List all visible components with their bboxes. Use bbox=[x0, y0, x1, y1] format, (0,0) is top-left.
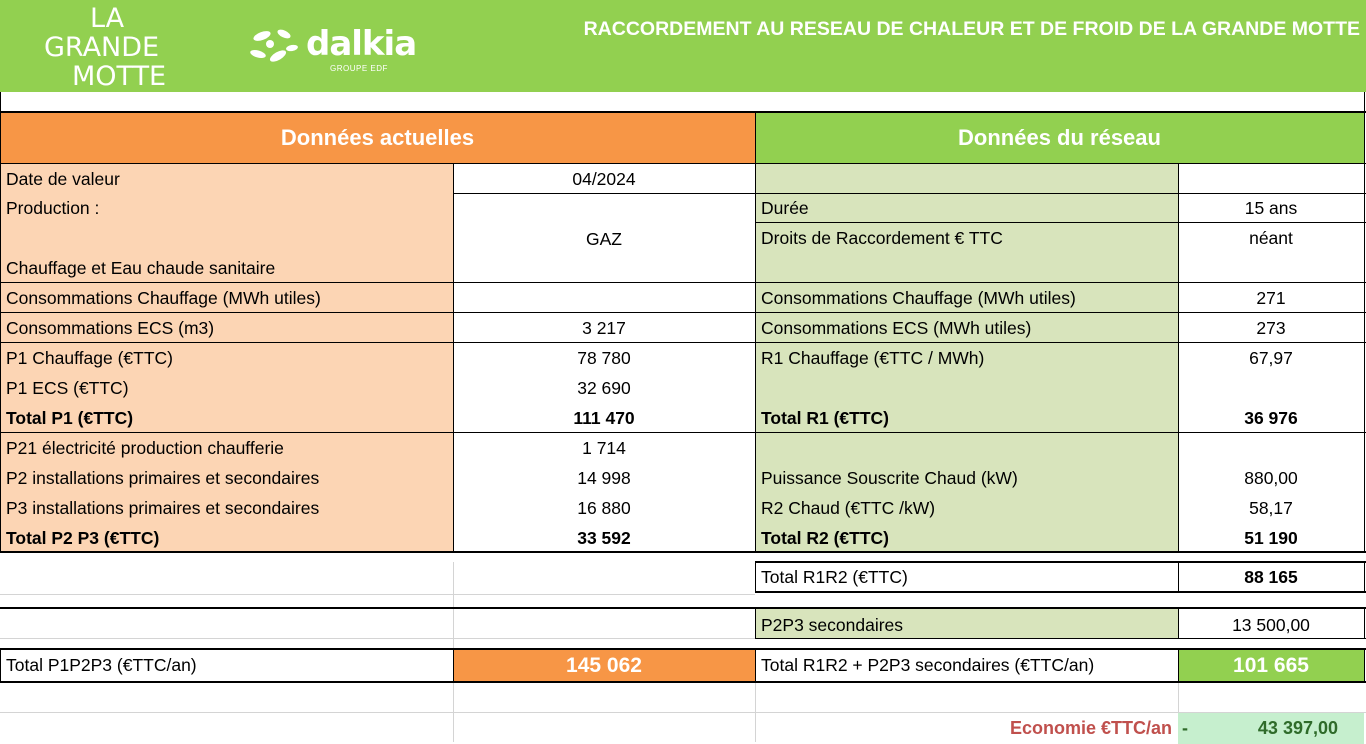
total-r2-label: Total R2 (€TTC) bbox=[761, 528, 890, 548]
p1-ecs-label: P1 ECS (€TTC) bbox=[6, 378, 129, 398]
border bbox=[1178, 608, 1179, 638]
border bbox=[755, 649, 756, 682]
border bbox=[0, 342, 1366, 343]
border bbox=[0, 282, 1366, 283]
economie-label: Economie €TTC/an bbox=[1009, 718, 1172, 738]
border bbox=[755, 193, 1366, 194]
right-section-title: Données du réseau bbox=[755, 113, 1364, 163]
border bbox=[0, 681, 1366, 683]
date-value: 04/2024 bbox=[572, 169, 636, 189]
p2-label: P2 installations primaires et secondaires bbox=[6, 468, 320, 488]
total-p2p3-value: 33 592 bbox=[577, 528, 631, 548]
p2p3-secondaires-label: P2P3 secondaires bbox=[761, 615, 904, 635]
dalkia-logo-subtitle: GROUPE EDF bbox=[330, 64, 388, 73]
dalkia-logo-word: dalkia bbox=[306, 24, 417, 64]
gridline bbox=[1178, 682, 1179, 712]
border bbox=[0, 648, 1366, 650]
gridline bbox=[0, 594, 755, 595]
border bbox=[0, 111, 1366, 113]
production-label: Production : bbox=[6, 198, 100, 218]
border bbox=[755, 591, 1366, 593]
total-p1p2p3-label: Total P1P2P3 (€TTC/an) bbox=[6, 655, 197, 675]
total-r2-value: 51 190 bbox=[1244, 528, 1298, 548]
p1-ecs-value: 32 690 bbox=[577, 378, 631, 398]
border bbox=[755, 561, 756, 593]
total-p1-value: 111 470 bbox=[573, 408, 635, 428]
droits-label: Droits de Raccordement € TTC bbox=[761, 228, 1003, 248]
duree-value: 15 ans bbox=[1244, 198, 1298, 218]
dalkia-swirl-icon bbox=[248, 26, 304, 70]
border bbox=[0, 607, 1366, 609]
reseau-conso-chauffage-value: 271 bbox=[1256, 288, 1286, 308]
border bbox=[1178, 649, 1179, 682]
puissance-label: Puissance Souscrite Chaud (kW) bbox=[761, 468, 1018, 488]
conso-ecs-label: Consommations ECS (m3) bbox=[6, 318, 215, 338]
duree-label: Durée bbox=[761, 198, 809, 218]
conso-chauffage-label: Consommations Chauffage (MWh utiles) bbox=[6, 288, 321, 308]
border bbox=[1364, 92, 1365, 112]
border bbox=[1364, 608, 1365, 638]
gridline bbox=[755, 682, 756, 742]
reseau-conso-chauffage-label: Consommations Chauffage (MWh utiles) bbox=[761, 288, 1076, 308]
economie-dash: - bbox=[1182, 718, 1188, 738]
gridline bbox=[0, 638, 755, 639]
la-grande-motte-logo: LA GRANDE MOTTE bbox=[44, 3, 167, 92]
border bbox=[453, 163, 454, 552]
reseau-conso-ecs-value: 273 bbox=[1256, 318, 1286, 338]
border bbox=[453, 649, 454, 682]
total-p1-label: Total P1 (€TTC) bbox=[6, 408, 134, 428]
total-r1r2-value: 88 165 bbox=[1244, 567, 1298, 587]
economie-value: 43 397,00 bbox=[1257, 718, 1338, 738]
conso-ecs-value: 3 217 bbox=[582, 318, 626, 338]
droits-value: néant bbox=[1249, 228, 1293, 248]
p2p3-secondaires-value: 13 500,00 bbox=[1232, 615, 1310, 635]
r2-value: 58,17 bbox=[1249, 498, 1293, 518]
border bbox=[1178, 222, 1366, 223]
p2-value: 14 998 bbox=[577, 468, 631, 488]
puissance-value: 880,00 bbox=[1244, 468, 1298, 488]
border bbox=[755, 608, 756, 638]
border bbox=[1178, 561, 1179, 593]
border bbox=[1364, 561, 1365, 593]
border bbox=[755, 561, 1366, 563]
border bbox=[0, 92, 1, 112]
total-r1-value: 36 976 bbox=[1244, 408, 1298, 428]
total-r1-label: Total R1 (€TTC) bbox=[761, 408, 890, 428]
border bbox=[1364, 649, 1365, 682]
r1-chauffage-label: R1 Chauffage (€TTC / MWh) bbox=[761, 348, 985, 368]
total-p2p3-label: Total P2 P3 (€TTC) bbox=[6, 528, 160, 548]
border bbox=[0, 112, 1, 552]
border bbox=[0, 432, 1366, 433]
reseau-conso-ecs-label: Consommations ECS (MWh utiles) bbox=[761, 318, 1032, 338]
production-subtitle: Chauffage et Eau chaude sanitaire bbox=[6, 258, 276, 278]
total-p1p2p3-value: 145 062 bbox=[453, 650, 755, 682]
p3-value: 16 880 bbox=[577, 498, 631, 518]
border bbox=[755, 112, 756, 552]
border bbox=[453, 193, 755, 194]
r1-chauffage-value: 67,97 bbox=[1249, 348, 1293, 368]
border bbox=[755, 222, 1178, 223]
border bbox=[0, 649, 1, 682]
p21-value: 1 714 bbox=[582, 438, 626, 458]
r2-label: R2 Chaud (€TTC /kW) bbox=[761, 498, 936, 518]
total-r1r2-p2p3-value: 101 665 bbox=[1178, 650, 1364, 682]
date-label: Date de valeur bbox=[6, 169, 120, 189]
p1-chauffage-value: 78 780 bbox=[577, 348, 631, 368]
border bbox=[1364, 112, 1365, 552]
production-value: GAZ bbox=[586, 229, 622, 249]
border bbox=[0, 163, 1366, 164]
header-banner bbox=[0, 0, 1366, 92]
gridline bbox=[0, 712, 1366, 713]
p21-label: P21 électricité production chaufferie bbox=[6, 438, 284, 458]
border bbox=[0, 551, 1366, 553]
left-section-title: Données actuelles bbox=[0, 113, 755, 163]
p3-label: P3 installations primaires et secondaires bbox=[6, 498, 320, 518]
total-r1r2-label: Total R1R2 (€TTC) bbox=[761, 567, 908, 587]
p1-chauffage-label: P1 Chauffage (€TTC) bbox=[6, 348, 173, 368]
total-r1r2-p2p3-label: Total R1R2 + P2P3 secondaires (€TTC/an) bbox=[761, 655, 1095, 675]
border bbox=[0, 312, 1366, 313]
page-title: RACCORDEMENT AU RESEAU DE CHALEUR ET DE FROID DE LA GRANDE MOTTE bbox=[583, 18, 1360, 40]
border bbox=[755, 638, 1366, 639]
